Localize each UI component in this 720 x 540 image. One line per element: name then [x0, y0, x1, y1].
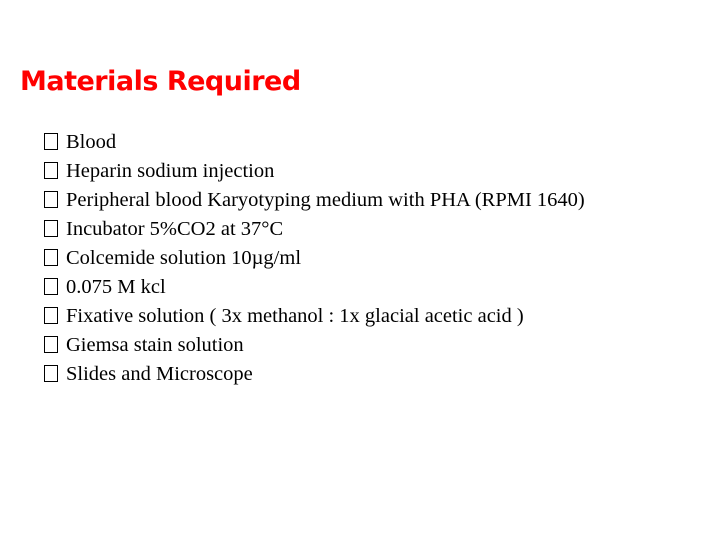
- list-item: [44, 302, 644, 331]
- list-item: [44, 360, 644, 389]
- square-bullet-icon: [44, 133, 58, 150]
- list-item: [44, 215, 644, 244]
- square-bullet-icon: [44, 249, 58, 266]
- list-item: [44, 244, 644, 273]
- list-item-text: Colcemide solution 10µg/ml: [66, 247, 302, 269]
- list-item: [44, 331, 644, 360]
- materials-list: [44, 128, 644, 389]
- list-item: [44, 128, 644, 157]
- list-item-text: Giemsa stain solution: [66, 334, 244, 356]
- square-bullet-icon: [44, 365, 58, 382]
- square-bullet-icon: [44, 278, 58, 295]
- list-item-text: Heparin sodium injection: [66, 160, 275, 182]
- list-item-text: Peripheral blood Karyotyping medium with PHA (RPMI 1640): [66, 189, 585, 211]
- list-item: [44, 157, 644, 186]
- list-item-text: 0.075 M kcl: [66, 276, 166, 298]
- list-item: [44, 186, 644, 215]
- list-item-text: Fixative solution ( 3x methanol : 1x glacial acetic acid ): [66, 305, 524, 327]
- square-bullet-icon: [44, 162, 58, 179]
- list-item-text: Slides and Microscope: [66, 363, 253, 385]
- square-bullet-icon: [44, 307, 58, 324]
- list-item: [44, 273, 644, 302]
- slide-title: Materials Required: [20, 66, 301, 97]
- square-bullet-icon: [44, 336, 58, 353]
- square-bullet-icon: [44, 191, 58, 208]
- list-item-text: Blood: [66, 131, 117, 153]
- list-item-text: Incubator 5%CO2 at 37°C: [66, 218, 284, 240]
- square-bullet-icon: [44, 220, 58, 237]
